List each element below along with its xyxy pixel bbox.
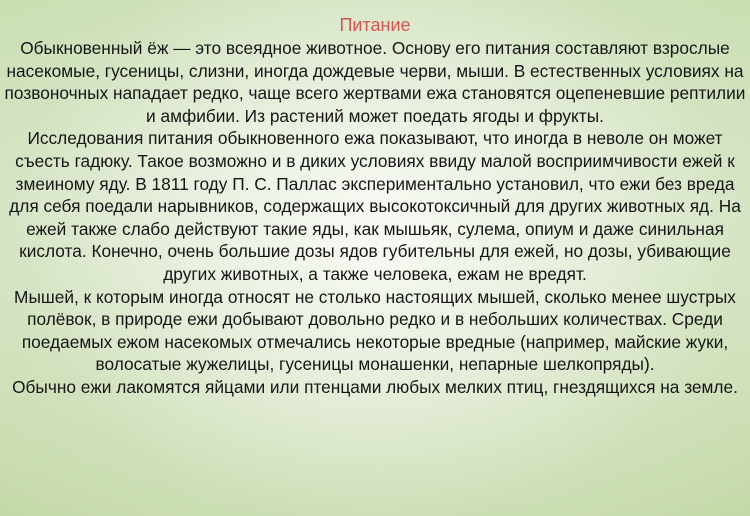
slide-title: Питание [339,15,411,35]
paragraph-diet-overview: Обыкновенный ёж — это всеядное животное. Основу его питания составляют взрослые насекомые, гусеницы, слизни, иногда дождевые черви, мыши. В естественных условиях на позвоночных нападает редко, чаще всего жертвами ежа становятся оцепеневшие рептилии и амфибии. Из растений может поедать ягоды и фрукты. [4,38,746,126]
paragraph-bird-eggs: Обычно ежи лакомятся яйцами или птенцами любых мелких птиц, гнездящихся на земле. [12,376,738,397]
paragraph-venom-resistance: Исследования питания обыкновенного ежа показывают, что иногда в неволе он может съесть гадюку. Такое возможно и в диких условиях ввиду малой восприимчивости ежей к змеиному яду. В 1811 году П. С. Паллас экспериментально установил, что ежи без вреда для себя поедали нарывников, содержащих высокотоксичный для других животных яд. На ежей также слабо действуют такие яды, как мышьяк, сулема, опиум и даже синильная кислота. Конечно, очень большие дозы ядов губительны для ежей, но дозы, убивающие других животных, а также человека, ежам не вредят. [9,128,741,284]
paragraph-mice-insects: Мышей, к которым иногда относят не столько настоящих мышей, сколько менее шустрых полёвок, в природе ежи добывают довольно редко и в небольших количествах. Среди поедаемых ежом насекомых отмечались некоторые вредные (например, майские жуки, волосатые жужелицы, гусеницы монашенки, непарные шелкопряды). [14,286,736,375]
